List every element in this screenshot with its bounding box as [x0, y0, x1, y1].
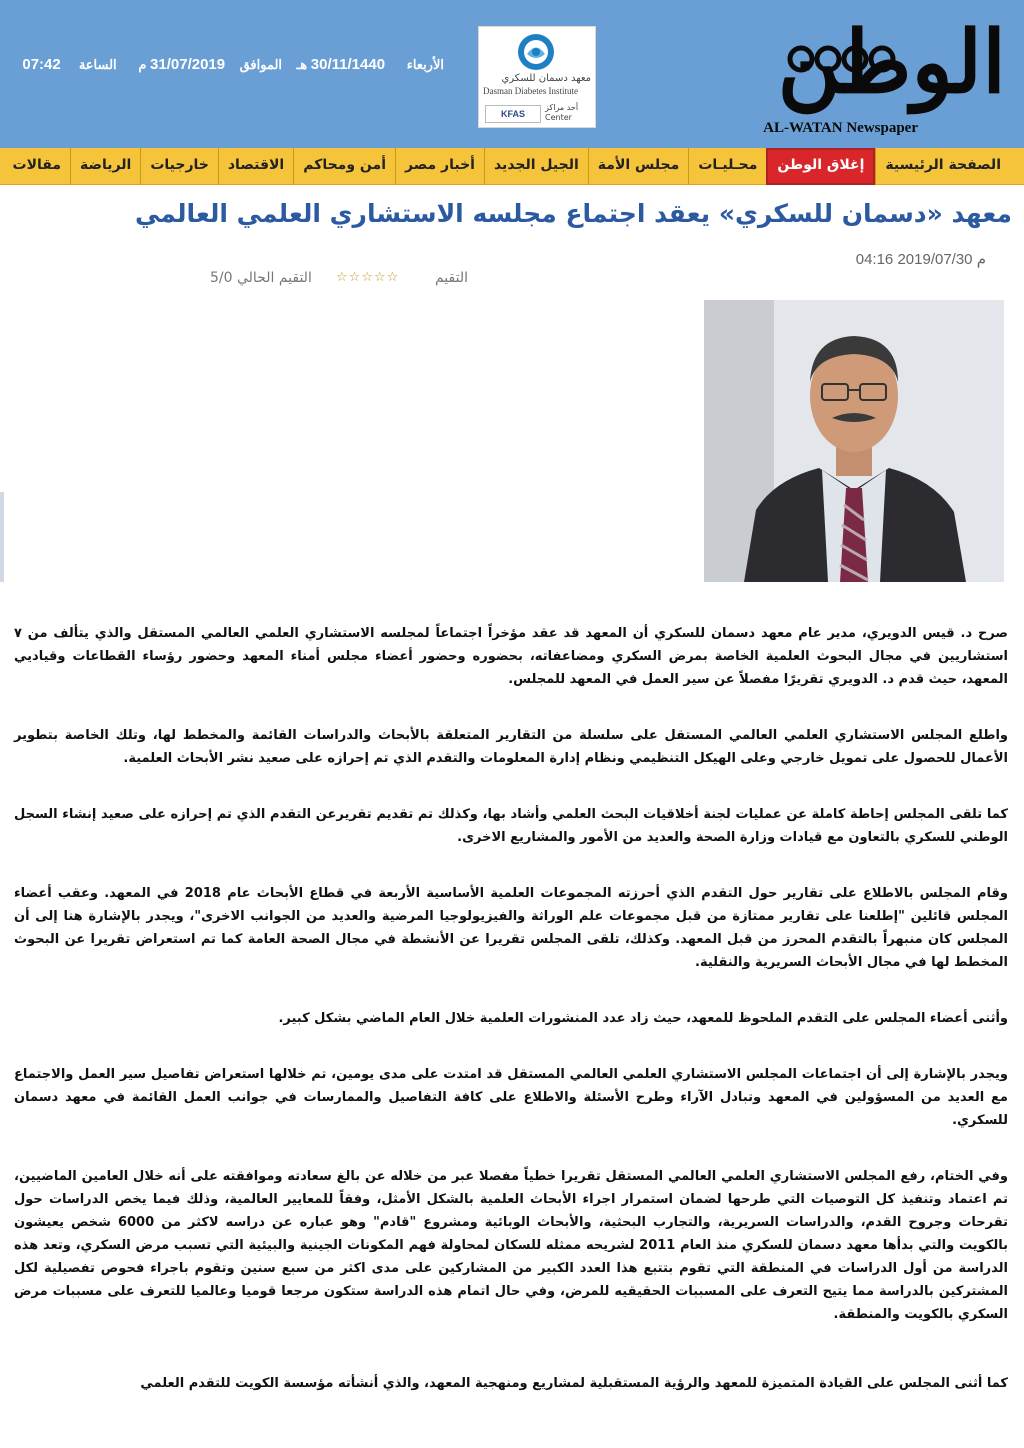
nav-economy[interactable]: الاقتصاد: [218, 148, 293, 185]
nav-security-courts[interactable]: أمن ومحاكم: [293, 148, 395, 185]
logo-arabic: الوطن: [777, 12, 1006, 113]
date-line: [22, 56, 444, 73]
article-paragraph: وقام المجلس بالاطلاع على تقارير حول التقدم الذي أحرزته المجموعات العلمية الأساسية الأربعة في قطاع الأبحاث عام 2018 في المعهد. وعقب أعضاء المجلس قائلين "إطلعنا على تقارير ممتازة من قبل مجموعات علم الوراثة والفيزيولوجيا المرضية والعديد من الجوانب الاخرى"، ويجدر بالإشارة هنا إلى أن المجلس كان منبهراً بالتقدم المحرز من قبل المعهد. وكذلك، تلقى المجلس تقريرا عن الأنشطة في مجال الصحة العامة كما تم استعراض تقريرا عن البحوث المخطط لها في مجال الأبحاث السريرية والنقلية.: [14, 886, 1008, 970]
site-header: [0, 0, 1024, 148]
star-icon[interactable]: ☆: [373, 270, 387, 285]
main-navigation: [0, 148, 1024, 185]
rating-stars[interactable]: [336, 270, 399, 285]
nav-home[interactable]: الصفحة الرئيسية: [875, 148, 1010, 185]
star-icon[interactable]: ☆: [336, 270, 349, 285]
date-hijri: 30/11/1440: [310, 56, 386, 73]
nav-international[interactable]: خارجيات: [140, 148, 218, 185]
sponsor-name-ar: معهد دسمان للسكري: [501, 73, 591, 84]
nav-local[interactable]: محـليـات: [688, 148, 766, 185]
logo-rings-icon: [786, 44, 896, 74]
nav-sports[interactable]: الرياضة: [70, 148, 140, 185]
article-time: 04:16 م: [855, 251, 986, 268]
date-separator: الموافق: [239, 57, 283, 72]
portrait-image: [704, 300, 1004, 582]
date-hijri-suffix: هـ: [296, 57, 308, 72]
sponsor-name-en: Dasman Diabetes Institute: [483, 86, 578, 96]
star-icon[interactable]: ☆: [348, 270, 362, 285]
rating-label: التقيم: [434, 270, 468, 286]
article-photo: [704, 300, 1004, 582]
page-edge-marker: [0, 492, 4, 582]
kfas-center-label: أحد مراكز Center: [545, 103, 579, 122]
article-date: 2019/07/30: [897, 251, 973, 268]
nav-close-alwatan[interactable]: إغلاق الوطن: [766, 148, 875, 185]
site-logo[interactable]: [706, 8, 1006, 140]
star-icon[interactable]: ☆: [386, 270, 400, 285]
time-value: 07:42: [22, 56, 61, 73]
article-paragraph: ويجدر بالإشارة إلى أن اجتماعات المجلس الاستشاري العلمي العالمي المستقل قد امتدت على مدى يومين، تم خلالها استعراض تفاصيل سير العمل والاجتماع مع العديد من المسؤولين في المعهد وتبادل الآراء وطرح الأسئلة والاطلاع على كافة التفاصيل والممارسات في جوانب العمل القائمة في معهد دسمان للسكري.: [14, 1067, 1008, 1128]
rating-current: التقيم الحالي 5/0: [210, 270, 312, 286]
star-icon[interactable]: ☆: [361, 270, 374, 285]
date-gregorian: 31/07/2019: [150, 56, 226, 73]
article-paragraph: وأثنى أعضاء المجلس على التقدم الملحوظ للمعهد، حيث زاد عدد المنشورات العلمية خلال العام الماضي بشكل كبير.: [278, 1011, 1008, 1026]
kfas-logo: KFAS: [485, 105, 541, 123]
article-paragraph: واطلع المجلس الاستشاري العلمي العالمي المستقل على سلسلة من التقارير المتعلقة بالأبحاث والدراسات القائمة والمخطط لها، وتلك الخاصة بتطوير الأعمال للحصول على تمويل خارجي وعلى الهيكل التنظيمي ونظام إدارة المعلومات والتقدم الذي تم إحرازه على صعيد نشر الأبحاث العلمية.: [14, 728, 1008, 766]
sponsor-banner[interactable]: [478, 26, 596, 128]
article-paragraph: كما تلقى المجلس إحاطة كاملة عن عمليات لجنة أخلاقيات البحث العلمي وأشاد بها، وكذلك تم تقديم تقريرعن التقدم الذي تم إحرازه على صعيد إنشاء السجل الوطني للسكري بالتعاون مع قيادات وزارة الصحة والعديد من الأمور والمشاريع الاخرى.: [14, 807, 1008, 845]
nav-parliament[interactable]: مجلس الأمة: [588, 148, 689, 185]
logo-english: AL-WATAN Newspaper: [763, 120, 918, 136]
dasman-logo-icon: [515, 31, 557, 73]
article-datetime: [856, 250, 1006, 268]
nav-new-generation[interactable]: الجيل الجديد: [484, 148, 588, 185]
article-body: [14, 622, 1008, 1428]
article-title: معهد «دسمان للسكري» يعقد اجتماع مجلسه الاستشاري العلمي العالمي: [135, 199, 1012, 228]
date-day: الأربعاء: [406, 57, 444, 72]
article-paragraph: وفي الختام، رفع المجلس الاستشاري العلمي العالمي المستقل تقريرا خطياً مفصلا عبر من خلاله عن بالغ سعادته وموافقته على أنه خلال العامين الماضيين، تم اعتماد وتنفيذ كل التوصيات التي طرحها لضمان استمرار اجراء الأبحاث العلمية بالشكل الأمثل، وفقاً للمعايير العالمية، وذلك فيما يخص الدراسات حول تقرحات وجروح القدم، والدراسات السريرية، والتجارب البحثية، والأبحاث الوبائية ومشروع "قادم" وهو عباره عن دراسه لاكثر من 6000 شخص يعيشون بالكويت والتي بدأها معهد دسمان للسكري منذ العام 2011 لشريحه ممثله للسكان لمحاولة فهم المكونات الجينية والبيئية التي تسبب مرض السكري، وتعد هذه الدراسة من أول الدراسات في المنطقة التي تقوم بتتبع هذا العدد الكبير من المشاركين على مدى اكثر من سبع سنين وتقوم باجراء فحوص تفصيلية لكل المشتركين بالدراسة مما يتيح التعرف على المسببات الحقيقيه للمرض، وفي حال اتمام هذه الدراسة ستكون مرجعا قوميا وعالميا للتعرف على مسببات مرض السكري بالكويت والمنطقة.: [14, 1169, 1008, 1322]
nav-egypt-news[interactable]: أخبار مصر: [395, 148, 484, 185]
date-greg-suffix: م: [138, 57, 147, 72]
article-paragraph: صرح د. قيس الدويري، مدير عام معهد دسمان للسكري أن المعهد قد عقد مؤخراً اجتماعاً لمجلسه الاستشاري العلمي العالمي المستقل والذي يتألف من ٧ استشاريين في مجال البحوث العلمية الخاصة بمرض السكري ومضاعفاته، بحضوره وحضور أعضاء مجلس أمناء المعهد وحضور رؤساء القطاعات وقياديي المعهد، حيث قدم د. الدويري تقريرًا مفصلاً عن سير العمل في المعهد للمجلس.: [14, 626, 1008, 687]
nav-articles[interactable]: مقالات: [12, 156, 62, 173]
article-paragraph: كما أثنى المجلس على القيادة المتميزة للمعهد والرؤية المستقبلية لمشاريع ومنهجية المعهد، والذي أنشأته مؤسسة الكويت للتقدم العلمي: [140, 1376, 1008, 1391]
time-label: الساعة: [78, 57, 117, 72]
